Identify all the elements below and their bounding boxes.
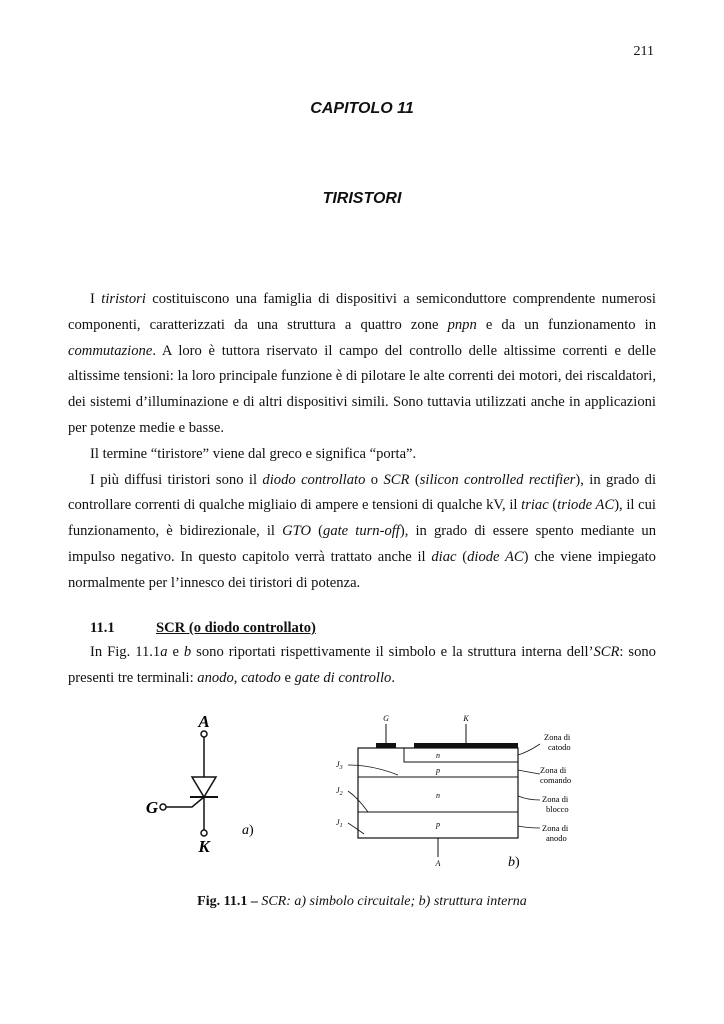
text-run: . bbox=[391, 669, 395, 686]
italic-run: catodo bbox=[241, 669, 281, 686]
text-run: ( bbox=[311, 523, 324, 540]
junction-label-j1: $J_1$ bbox=[336, 818, 343, 829]
paragraph bbox=[68, 287, 656, 442]
text-run: ( bbox=[409, 471, 420, 488]
paragraph bbox=[68, 468, 656, 597]
zone-label-catodo: Zona di catodo bbox=[544, 732, 571, 752]
section-body-text bbox=[68, 640, 656, 692]
intro-text bbox=[68, 287, 656, 597]
italic-run: a bbox=[160, 644, 168, 660]
text-run: I bbox=[90, 291, 102, 307]
paragraph bbox=[68, 442, 656, 468]
layer-label: p bbox=[436, 820, 440, 829]
section-title: SCR (o diodo controllato) bbox=[156, 620, 316, 636]
italic-run: diode AC bbox=[467, 548, 524, 565]
section-heading bbox=[90, 620, 316, 637]
zone-pointer bbox=[518, 744, 540, 755]
text-run: ), in grado di controllare correnti di qualche migliaio di ampere e tensioni di qualche kV, il bbox=[68, 471, 657, 514]
chapter-label: CAPITOLO 11 bbox=[310, 100, 414, 117]
italic-run: diodo controllato bbox=[262, 471, 366, 488]
italic-run: triac bbox=[521, 497, 549, 514]
text-run: ), in grado di essere spento mediante un impulso negativo. In questo capitolo verrà trattato anche il bbox=[68, 523, 656, 565]
text-run: sono riportati rispettivamente il simbolo e la struttura interna dell’ bbox=[191, 644, 594, 660]
cathode-contact bbox=[414, 743, 518, 748]
caption-label: Fig. 11.1 – bbox=[197, 894, 258, 909]
text-run: In Fig. 11.1 bbox=[90, 644, 161, 660]
panel-label-a: a) bbox=[242, 823, 254, 838]
italic-run: GTO bbox=[282, 523, 312, 540]
anode-label-b: A bbox=[435, 859, 441, 868]
junction-label-j3: $J_3$ bbox=[336, 760, 343, 771]
gate-label-b: G bbox=[383, 714, 389, 723]
anode-terminal bbox=[201, 731, 207, 737]
gate-lead bbox=[166, 797, 204, 807]
text-run: o bbox=[365, 471, 384, 488]
junction-label-j2: $J_2$ bbox=[336, 786, 343, 797]
text-run: , bbox=[233, 669, 242, 686]
italic-run: SCR bbox=[383, 471, 410, 488]
paragraph bbox=[68, 640, 656, 692]
chapter-title: TIRISTORI bbox=[322, 190, 402, 207]
page-number: 211 bbox=[633, 44, 654, 59]
text-run: ( bbox=[456, 548, 468, 565]
text-run: I più diffusi tiristori sono il bbox=[90, 471, 263, 488]
italic-run: pnpn bbox=[447, 316, 477, 333]
scr-structure-figure bbox=[328, 710, 598, 870]
zone-pointer bbox=[518, 826, 540, 828]
italic-run: gate turn-off bbox=[323, 523, 400, 540]
caption-text: SCR: a) simbolo circuitale; b) struttura interna bbox=[261, 894, 527, 909]
italic-run: SCR bbox=[593, 644, 620, 660]
text-run: e bbox=[280, 669, 295, 686]
scr-symbol-figure bbox=[130, 710, 270, 860]
anode-label: A bbox=[198, 712, 210, 731]
zone-pointer bbox=[518, 770, 540, 774]
text-run: e bbox=[167, 644, 184, 660]
layer-label: n bbox=[436, 791, 440, 800]
panel-label-b: b) bbox=[508, 855, 520, 870]
italic-run: triode AC bbox=[557, 497, 615, 514]
italic-run: anodo bbox=[197, 669, 234, 686]
zone-label-blocco: Zona di blocco bbox=[542, 794, 569, 814]
italic-run: diac bbox=[431, 548, 457, 565]
zone-label-anodo: Zona di anodo bbox=[542, 823, 569, 843]
text-run: ( bbox=[548, 497, 558, 514]
text-run: e da un funzionamento in bbox=[476, 316, 656, 333]
italic-run: gate di controllo bbox=[294, 669, 392, 686]
text-run: ), il cui funzionamento, è bidirezionale, il bbox=[68, 497, 656, 540]
gate-terminal bbox=[160, 804, 166, 810]
gate-label: G bbox=[145, 798, 159, 817]
text-run: ) che viene impiegato normalmente per l’innesco dei tiristori di potenza. bbox=[68, 548, 656, 591]
diode-triangle bbox=[192, 777, 216, 797]
layer-label: p bbox=[436, 766, 440, 775]
italic-run: tiristori bbox=[101, 291, 146, 307]
text-run: : sono presenti tre terminali: bbox=[68, 644, 656, 686]
cathode-terminal bbox=[201, 830, 207, 836]
text-run: . A loro è tuttora riservato il campo del controllo delle altissime correnti e delle altissime tensioni: la loro principale funzione è di pilotare le alte correnti dei motori, dei riscaldatori, dei sistemi d’illuminazione e di altri dispositivi simili. Sono tuttavia utilizzati anche in applicazioni per potenze medie e basse. bbox=[68, 342, 656, 436]
zone-label-comando: Zona di comando bbox=[540, 765, 572, 785]
gate-contact bbox=[376, 743, 396, 748]
cathode-label: K bbox=[198, 837, 210, 856]
text-run: costituiscono una famiglia di dispositivi a semiconduttore comprendente numerosi componenti, caratterizzati da una struttura a quattro zone bbox=[68, 291, 656, 333]
italic-run: commutazione bbox=[68, 342, 153, 359]
layer-label: n bbox=[436, 751, 440, 760]
italic-run: b bbox=[183, 644, 192, 660]
italic-run: silicon controlled rectifier bbox=[419, 471, 576, 488]
text-run: Il termine “tiristore” viene dal greco e significa “porta”. bbox=[90, 445, 417, 462]
figure-caption bbox=[0, 894, 724, 910]
zone-pointer bbox=[518, 796, 540, 800]
cathode-label-b: K bbox=[463, 714, 469, 723]
section-number: 11.1 bbox=[90, 620, 115, 636]
